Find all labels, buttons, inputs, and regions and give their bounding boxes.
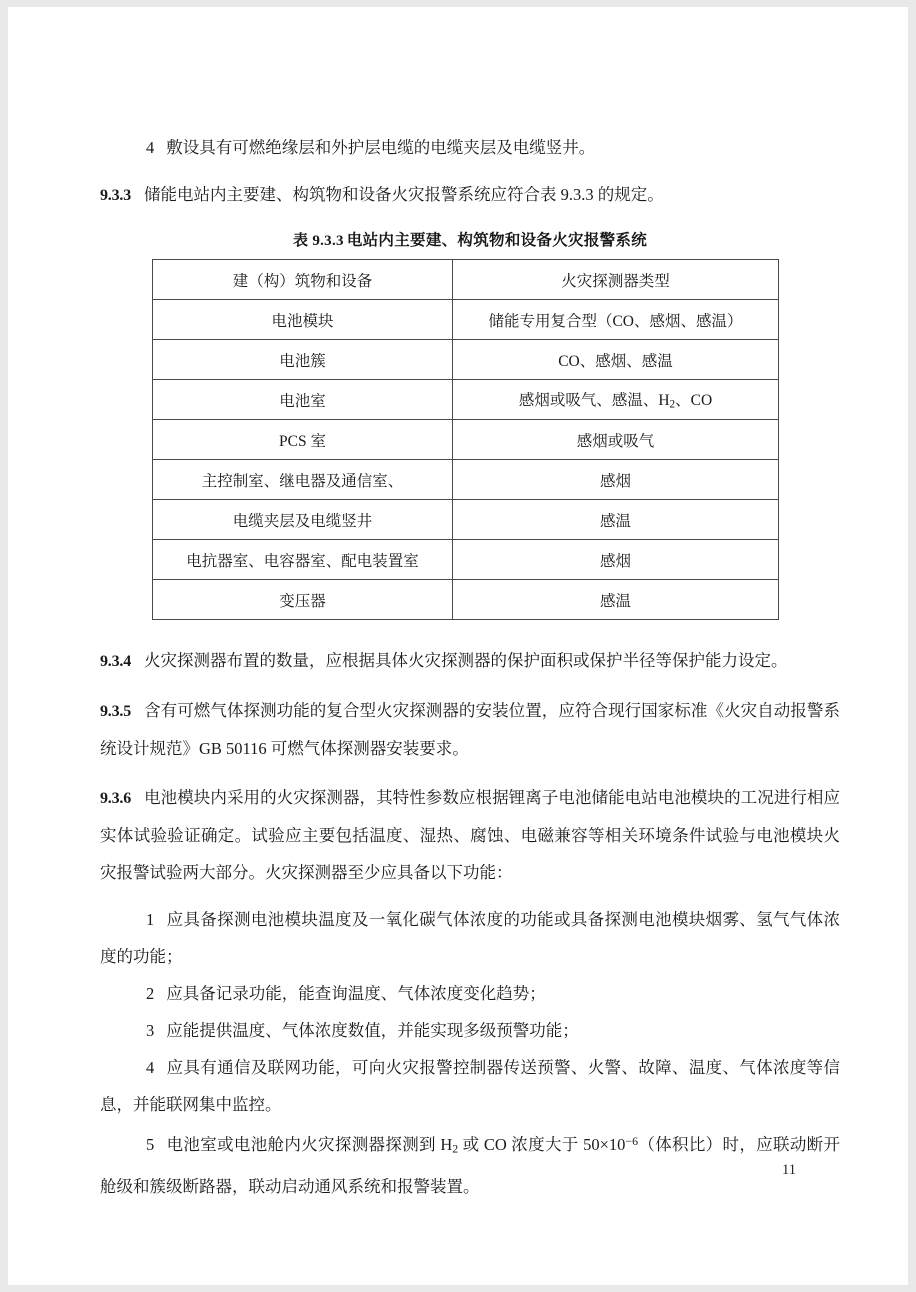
list-item-text: 应具备探测电池模块温度及一氧化碳气体浓度的功能或具备探测电池模块烟雾、氢气气体浓度的功能； [100, 910, 840, 966]
list-item-number: 4 [146, 138, 155, 157]
column-header-detector: 火灾探测器类型 [453, 260, 779, 300]
list-item-text: 应具备记录功能，能查询温度、气体浓度变化趋势； [166, 984, 546, 1003]
clause-number: 9.3.4 [100, 653, 132, 670]
cell-equipment: 主控制室、继电器及通信室、 [153, 460, 453, 500]
clause-number: 9.3.6 [100, 790, 132, 807]
list-item-number: 1 [146, 910, 155, 929]
list-item [100, 901, 840, 975]
cell-equipment: 电池模块 [153, 300, 453, 340]
list-item-text-part1: 电池室或电池舱内火灾探测器探测到 H [166, 1134, 453, 1154]
table-caption [100, 228, 840, 259]
table-row [153, 540, 779, 580]
cell-equipment: 电抗器室、电容器室、配电装置室 [153, 540, 453, 580]
table-row [153, 380, 779, 420]
table-row [153, 300, 779, 340]
list-item-number: 5 [146, 1134, 155, 1154]
cell-detector: CO、感烟、感温 [453, 340, 779, 380]
list-item [100, 129, 840, 166]
table-caption-number: 表 9.3.3 [292, 233, 344, 249]
clause-text: 电池模块内采用的火灾探测器，其特性参数应根据锂离子电池储能电站电池模块的工况进行相应实体试验验证确定。试验应主要包括温度、湿热、腐蚀、电磁兼容等相关环境条件试验与电池模块火灾报警试验两大部分。火灾探测器至少应具备以下功能： [100, 788, 840, 882]
page-number: 11 [782, 1162, 796, 1178]
page-content [100, 7, 840, 1205]
clause-number: 9.3.5 [100, 703, 132, 720]
list-item-text-part3: （体积比）时，应联动断开舱级和簇级断路器，联动启动通风系统和报警装置。 [100, 1134, 840, 1196]
fire-alarm-table [152, 259, 779, 620]
table-row [153, 460, 779, 500]
list-item-text-part2: 或 CO 浓度大于 50×10 [458, 1134, 626, 1154]
cell-equipment: 电缆夹层及电缆竖井 [153, 500, 453, 540]
subscript: 2 [669, 398, 676, 411]
cell-detector: 感烟或吸气、感温、$H_2$、CO [453, 380, 779, 420]
clause-text: 含有可燃气体探测功能的复合型火灾探测器的安装位置，应符合现行国家标准《火灾自动报警系统设计规范》GB 50116 可燃气体探测器安装要求。 [100, 701, 840, 758]
list-item-number: 3 [146, 1021, 155, 1040]
table-container [100, 259, 840, 620]
table-row [153, 420, 779, 460]
cell-equipment: 变压器 [153, 580, 453, 620]
table-header-row [153, 260, 779, 300]
clause-9-3-5 [100, 692, 840, 767]
list-item [100, 975, 840, 1012]
document-page [8, 7, 908, 1285]
list-item-number: 2 [146, 984, 155, 1003]
cell-equipment: 电池簇 [153, 340, 453, 380]
table-row [153, 500, 779, 540]
clause-9-3-4 [100, 642, 840, 680]
clause-text: 火灾探测器布置的数量，应根据具体火灾探测器的保护面积或保护半径等保护能力设定。 [144, 651, 788, 670]
table-row [153, 580, 779, 620]
list-item-text: 应具有通信及联网功能，可向火灾报警控制器传送预警、火警、故障、温度、气体浓度等信息，并能联网集中监控。 [100, 1058, 840, 1114]
cell-equipment: PCS 室 [153, 420, 453, 460]
column-header-equipment: 建（构）筑物和设备 [153, 260, 453, 300]
superscript: −6 [625, 1134, 639, 1148]
cell-detector: 感烟或吸气 [453, 420, 779, 460]
clause-9-3-6 [100, 779, 840, 891]
list-item [100, 1012, 840, 1049]
cell-detector: 感温 [453, 580, 779, 620]
table-row [153, 340, 779, 380]
cell-detector: 感温 [453, 500, 779, 540]
list-item-text: 应能提供温度、气体浓度数值，并能实现多级预警功能； [166, 1021, 579, 1040]
cell-detector: 感烟 [453, 540, 779, 580]
subscript: 2 [452, 1141, 459, 1156]
cell-detector: 感烟 [453, 460, 779, 500]
clause-9-3-3 [100, 176, 840, 214]
clause-number: 9.3.3 [100, 187, 132, 204]
cell-detector: 储能专用复合型（CO、感烟、感温） [453, 300, 779, 340]
list-item-number: 4 [146, 1058, 155, 1077]
list-item [100, 1049, 840, 1123]
table-caption-text: 电站内主要建、构筑物和设备火灾报警系统 [346, 232, 648, 249]
clause-text: 储能电站内主要建、构筑物和设备火灾报警系统应符合表 9.3.3 的规定。 [144, 185, 664, 204]
list-item-text: 敷设具有可燃绝缘层和外护层电缆的电缆夹层及电缆竖井。 [166, 138, 596, 157]
cell-equipment: 电池室 [153, 380, 453, 420]
